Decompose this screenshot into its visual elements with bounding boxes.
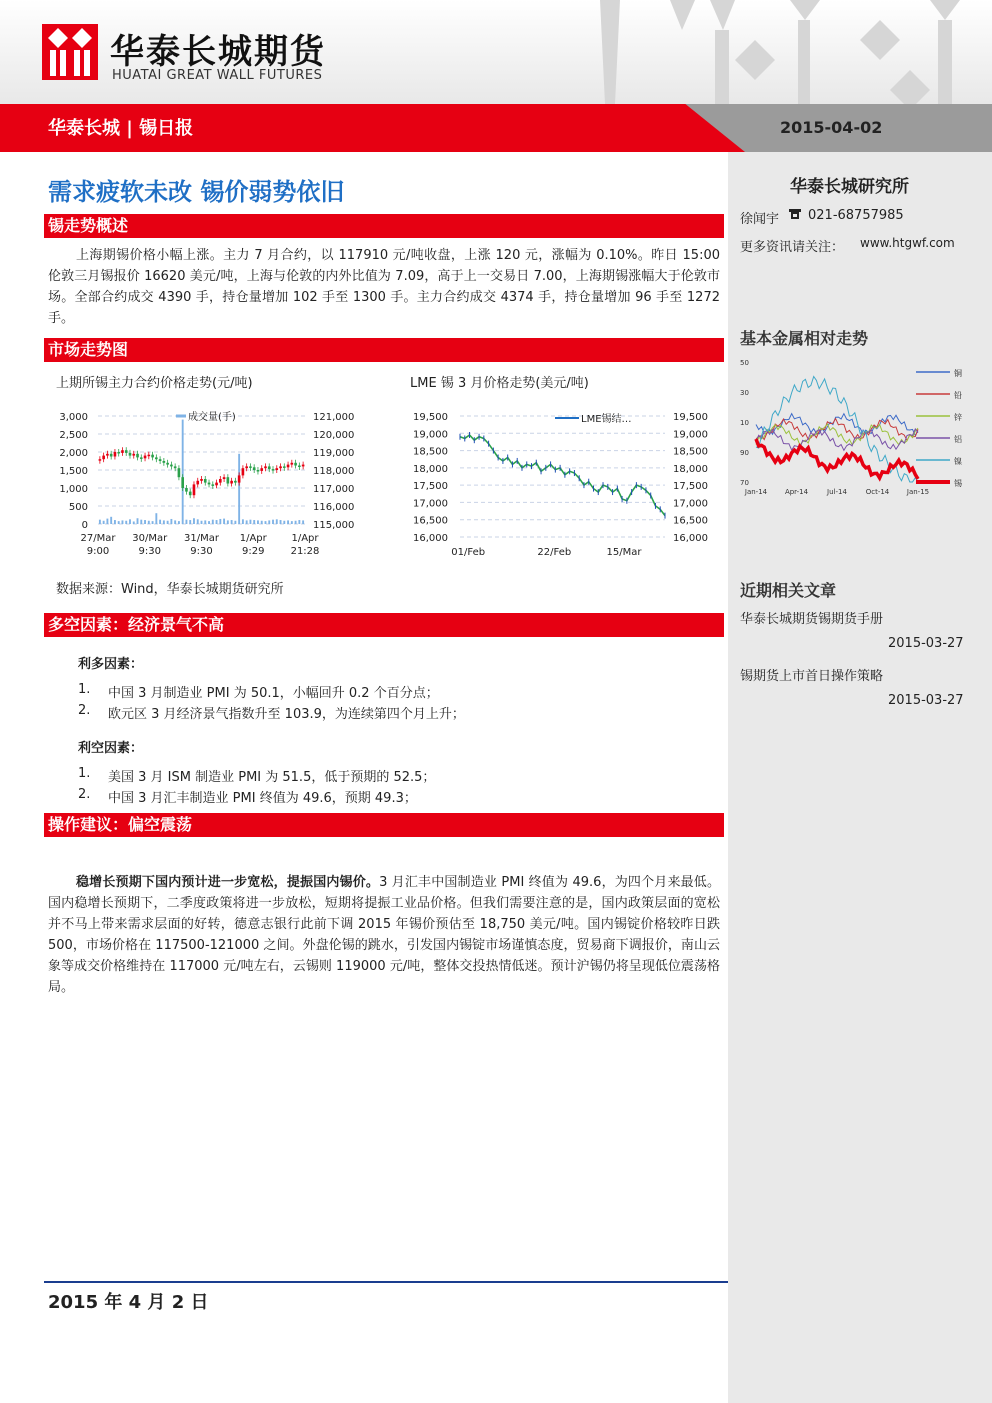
volume-bar (212, 520, 214, 524)
y-axis-tick: 90 (740, 449, 749, 457)
left-axis-tick: 19,000 (413, 429, 448, 441)
chart1-title: 上期所锡主力合约价格走势(元/吨) (56, 376, 253, 391)
candle-body (140, 457, 143, 459)
bull-item-text: 中国 3 月制造业 PMI 为 50.1，小幅回升 0.2 个百分点； (108, 686, 439, 701)
volume-bar (283, 521, 285, 524)
candle-body (129, 453, 132, 456)
candle-body (144, 456, 147, 459)
candle-body (185, 488, 188, 492)
right-axis-tick: 19,500 (673, 412, 708, 423)
volume-bar (99, 520, 101, 524)
candle-body (178, 468, 181, 477)
more-info-label: 更多资讯请关注： (740, 240, 845, 255)
report-label: 华泰长城 | 锡日报 (48, 118, 194, 139)
phone-icon (788, 208, 802, 220)
volume-bar (242, 519, 244, 524)
bear-factors-title: 利空因素： (78, 741, 144, 756)
volume-bar (208, 521, 210, 524)
volume-bar (189, 520, 191, 524)
volume-bar (110, 517, 112, 524)
volume-bar (159, 520, 161, 524)
bull-item-num: 2. (78, 703, 91, 718)
volume-bar (298, 520, 300, 524)
volume-bar (182, 420, 184, 524)
right-axis-tick: 115,000 (313, 520, 355, 531)
article-date: 2015-03-27 (888, 636, 964, 651)
volume-bar (204, 520, 206, 524)
analyst-phone: 021-68757985 (808, 208, 904, 223)
candle-body (170, 465, 173, 467)
footer-date: 2015 年 4 月 2 日 (48, 1292, 209, 1313)
candle-body (106, 454, 109, 456)
x-axis-tick: Jan-15 (906, 488, 930, 496)
header-decoration (560, 0, 992, 104)
volume-bar (231, 520, 233, 524)
legend-label: 铅 (954, 391, 962, 400)
y-axis-tick: 10 (740, 419, 749, 427)
candle-body (227, 477, 230, 483)
volume-bar (238, 454, 240, 524)
candle-body (230, 481, 233, 484)
right-axis-tick: 16,500 (673, 515, 708, 527)
lme-series-line (460, 435, 665, 516)
data-source: 数据来源：Wind，华泰长城期货研究所 (56, 582, 284, 597)
volume-bar (249, 520, 251, 524)
volume-bar (197, 519, 199, 524)
metals-relative-chart (736, 352, 966, 497)
left-axis-tick: 19,500 (413, 412, 448, 423)
candle-body (272, 469, 275, 471)
volume-bar (114, 520, 116, 524)
legend-label: 镍 (954, 457, 962, 466)
right-axis-tick: 16,000 (673, 533, 708, 544)
section-heading-overview: 锡走势概述 (44, 214, 724, 238)
volume-bar (125, 521, 127, 524)
left-axis-tick: 1,500 (59, 466, 88, 477)
volume-bar (129, 519, 131, 524)
volume-bar (186, 520, 188, 524)
report-date: 2015-04-02 (780, 118, 883, 137)
brand-name-en: HUATAI GREAT WALL FUTURES (112, 68, 323, 83)
candle-body (264, 466, 267, 468)
volume-bar (219, 519, 221, 524)
right-axis-tick: 118,000 (313, 466, 355, 477)
x-axis-tick: 1/Apr (291, 533, 319, 544)
x-axis-tick: 9:30 (190, 546, 213, 557)
y-axis-tick: 70 (740, 479, 749, 487)
candle-body (114, 452, 117, 457)
candle-body (159, 459, 162, 461)
y-axis-tick: 30 (740, 389, 749, 397)
overview-paragraph: 上海期锡价格小幅上涨。主力 7 月合约，以 117910 元/吨收盘，上涨 120 元，涨幅为 0.10%。昨日 15:00 伦敦三月锡报价 16620 美元/吨，上海与伦敦的内外比值为 7.09，高于上一交易日 7.00，上海期锡涨幅大于伦敦市场。全部合约成交 4390 手，持仓量增加 102 手至 1300 手。主力合约成交 4374 手，持仓量增加 96 手至 1272 手。 (48, 248, 720, 326)
left-axis-tick: 18,500 (413, 446, 448, 458)
candle-body (110, 454, 113, 457)
candle-body (249, 466, 252, 468)
left-axis-tick: 16,500 (413, 515, 448, 527)
x-axis-tick: 01/Feb (451, 547, 486, 558)
legend-label: 锡 (954, 479, 962, 488)
candle-body (287, 465, 290, 468)
company-logo-icon (42, 24, 98, 80)
x-axis-tick: 9:00 (86, 546, 110, 557)
volume-bar (148, 521, 150, 524)
candle-body (253, 467, 256, 470)
advice-paragraph (48, 872, 720, 998)
volume-bar (265, 521, 267, 524)
candle-body (147, 455, 150, 457)
lme-tin-chart (405, 400, 715, 560)
volume-bar (291, 521, 293, 524)
candle-body (238, 475, 241, 482)
candle-body (204, 479, 207, 483)
volume-bar (103, 521, 105, 524)
series-line-铝 (756, 429, 918, 450)
volume-bar (170, 519, 172, 524)
volume-bar (155, 513, 157, 524)
right-axis-tick: 120,000 (313, 430, 355, 441)
volume-bar (152, 521, 154, 524)
volume-bar (133, 521, 135, 524)
right-axis-tick: 18,000 (673, 463, 708, 475)
right-axis-tick: 18,500 (673, 446, 708, 458)
y-axis-tick: 50 (740, 359, 749, 367)
metals-chart-heading: 基本金属相对走势 (740, 329, 869, 348)
volume-bar (246, 520, 248, 524)
volume-bar (178, 521, 180, 524)
volume-bar (137, 518, 139, 524)
x-axis-tick: 31/Mar (184, 533, 219, 544)
candle-body (136, 454, 139, 458)
candle-body (117, 452, 120, 454)
candle-body (181, 477, 184, 488)
volume-bar (272, 520, 274, 524)
brand-name-cn: 华泰长城期货 (110, 32, 326, 72)
volume-bar (234, 521, 236, 524)
candle-body (294, 463, 297, 466)
left-axis-tick: 3,000 (59, 412, 88, 423)
volume-bar (261, 521, 263, 524)
volume-bar (302, 520, 304, 524)
right-axis-tick: 121,000 (313, 412, 355, 423)
volume-bar (280, 520, 282, 524)
candle-body (121, 450, 124, 453)
x-axis-tick: Jan-14 (744, 488, 768, 496)
volume-bar (118, 521, 120, 524)
x-axis-tick: Jul-14 (827, 488, 847, 496)
volume-bar (201, 521, 203, 524)
right-axis-tick: 19,000 (673, 429, 708, 441)
candle-body (200, 479, 203, 481)
x-axis-tick: 9:29 (242, 546, 265, 557)
right-axis-tick: 17,000 (673, 498, 708, 510)
candle-body (268, 466, 271, 469)
advice-text: 3 月汇丰中国制造业 PMI 终值为 49.6，为四个月来最低。国内稳增长预期下，二季度政策将进一步放松，短期将提振工业品价格。但我们需要注意的是，国内政策层面的宽松并不马上带来需求层面的好转，德意志银行此前下调 2015 年锡价预估至 18,750 美元/吨。国内锡锭价格较昨日跌 500，市场价格在 117500-121000 之间。外盘伦锡的跳水，引发国内锡锭市场谨慎态度，贸易商下调报价，南山云象等成交价格维持在 117000 元/吨左右，云锡则 119000 元/吨，整体交投热情低迷。预计沪锡仍将呈现低位震荡格局。 (48, 875, 720, 995)
candle-body (223, 477, 226, 479)
candle-body (257, 470, 260, 472)
volume-bar (227, 520, 229, 524)
bear-item-text: 美国 3 月 ISM 制造业 PMI 为 51.5，低于预期的 52.5； (108, 770, 436, 785)
x-axis-tick: Oct-14 (865, 488, 890, 496)
legend-label: 成交量(手) (188, 412, 236, 423)
volume-bar (163, 520, 165, 524)
left-axis-tick: 500 (68, 502, 88, 513)
bear-item-num: 2. (78, 787, 91, 802)
volume-bar (144, 520, 146, 524)
candle-body (215, 483, 218, 486)
volume-bar (287, 520, 289, 524)
section-heading-market: 市场走势图 (44, 338, 724, 362)
bear-item-text: 中国 3 月汇丰制造业 PMI 终值为 49.6，预期 49.3； (108, 791, 417, 806)
volume-bar (268, 520, 270, 524)
left-axis-tick: 17,000 (413, 498, 448, 510)
candle-body (275, 468, 278, 470)
candle-body (291, 463, 294, 465)
x-axis-tick: 22/Feb (537, 547, 572, 558)
right-axis-tick: 117,000 (313, 484, 355, 495)
legend-label: 铝 (954, 435, 962, 444)
bull-factors-title: 利多因素： (78, 657, 144, 672)
x-axis-tick: 30/Mar (132, 533, 168, 544)
candle-body (298, 466, 301, 468)
candle-body (132, 454, 135, 456)
volume-bar (276, 519, 278, 524)
candle-body (234, 481, 237, 483)
candle-body (125, 450, 128, 453)
x-axis-tick: 1/Apr (239, 533, 267, 544)
analyst-name: 徐闻宇 (740, 212, 780, 227)
website-link[interactable]: www.htgwf.com (860, 236, 955, 250)
right-axis-tick: 119,000 (313, 448, 355, 459)
candle-body (102, 456, 105, 460)
candle-body (219, 479, 222, 483)
volume-bar (257, 520, 259, 524)
chart2-title: LME 锡 3 月价格走势(美元/吨) (410, 376, 589, 391)
articles-heading: 近期相关文章 (740, 581, 837, 600)
left-axis-tick: 1,000 (59, 484, 88, 495)
bear-item-num: 1. (78, 766, 91, 781)
candle-body (99, 459, 102, 461)
article-date: 2015-03-27 (888, 693, 964, 708)
x-axis-tick: 9:30 (138, 546, 161, 557)
left-axis-tick: 16,000 (413, 533, 448, 544)
bull-item-num: 1. (78, 682, 91, 697)
candle-body (279, 466, 282, 468)
section-heading-factors: 多空因素：经济景气不高 (44, 613, 724, 637)
candle-body (242, 468, 245, 475)
shfe-tin-chart (50, 400, 370, 560)
candle-body (155, 457, 158, 459)
x-axis-tick: 27/Mar (80, 533, 116, 544)
candle-body (283, 466, 286, 468)
candle-body (260, 468, 263, 471)
left-axis-tick: 18,000 (413, 463, 448, 475)
x-axis-tick: 15/Mar (606, 547, 642, 558)
candle-body (163, 461, 166, 463)
volume-bar (223, 519, 225, 524)
legend-label: 锌 (954, 413, 962, 422)
volume-bar (295, 521, 297, 524)
article-title[interactable]: 锡期货上市首日操作策略 (740, 669, 884, 684)
volume-bar (106, 519, 108, 524)
legend-label: LME锡结… (581, 414, 632, 425)
left-axis-tick: 2,500 (59, 430, 88, 441)
left-axis-tick: 0 (81, 520, 88, 531)
candle-body (193, 484, 196, 495)
legend-label: 铜 (954, 369, 962, 378)
right-axis-tick: 17,500 (673, 481, 708, 493)
x-axis-tick: Apr-14 (784, 488, 809, 496)
article-title[interactable]: 华泰长城期货锡期货手册 (740, 612, 884, 627)
volume-bar (122, 520, 124, 524)
candle-body (174, 466, 177, 468)
left-axis-tick: 17,500 (413, 481, 448, 493)
right-axis-tick: 116,000 (313, 502, 355, 513)
volume-bar (193, 518, 195, 524)
volume-bar (140, 520, 142, 524)
volume-bar (174, 520, 176, 524)
volume-bar (253, 520, 255, 524)
volume-bar (167, 521, 169, 524)
candle-body (151, 455, 154, 458)
volume-bar (216, 520, 218, 524)
section-heading-advice: 操作建议：偏空震荡 (44, 813, 724, 837)
institute-name: 华泰长城研究所 (790, 177, 909, 197)
main-title: 需求疲软未改 锡价弱势依旧 (48, 178, 345, 206)
left-axis-tick: 2,000 (59, 448, 88, 459)
footer-rule (44, 1281, 728, 1283)
candle-body (302, 465, 305, 467)
bull-item-text: 欧元区 3 月经济景气指数升至 103.9，为连续第四个月上升； (108, 707, 465, 722)
candle-body (189, 492, 192, 496)
advice-lead: 稳增长预期下国内预计进一步宽松，提振国内锡价。 (76, 875, 380, 890)
candle-body (245, 466, 248, 468)
candle-body (166, 463, 169, 465)
candle-body (196, 481, 199, 485)
candle-body (211, 484, 214, 486)
x-axis-tick: 21:28 (290, 546, 320, 557)
candle-body (208, 483, 211, 485)
